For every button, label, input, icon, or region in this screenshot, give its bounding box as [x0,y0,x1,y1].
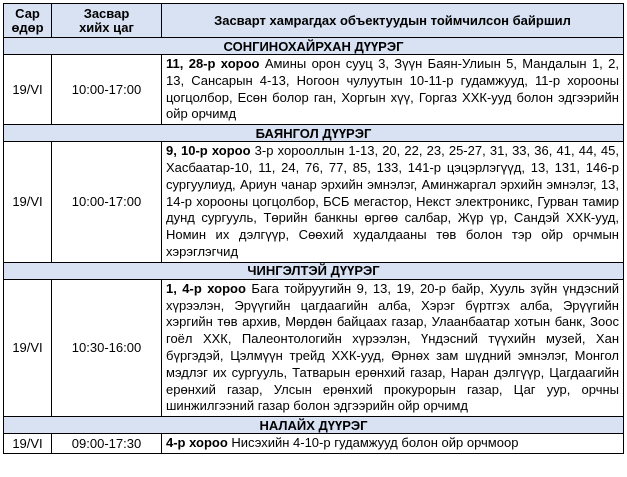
time-cell: 09:00-17:30 [52,434,162,454]
district-name: НАЛАЙХ ДҮҮРЭГ [4,417,624,434]
khoroo-label: 9, 10-р хороо [166,143,251,159]
table-header-row [4,4,624,38]
date-cell: 19/VI [4,55,52,125]
district-name: БАЯНГОЛ ДҮҮРЭГ [4,125,624,142]
outage-schedule-table [3,3,624,454]
district-row [4,417,624,434]
date-cell: 19/VI [4,142,52,263]
district-row [4,38,624,55]
location-cell [162,142,624,263]
header-time [52,4,162,38]
header-date-label: Сар өдөр [11,5,44,35]
location-text: 3-р хорооллын 1-13, 20, 22, 23, 25-27, 31, 33, 36, 41, 44, 45, Хасбаатар-10, 11, 24, 76, 77, 85, 133, 141-р цэцэрлэгүүд, 13, 131, 146-р сургуулиуд, Ариун чанар эрхийн эмнэлэг, Аминжаргал эрхийн эмнэлэг, 13, 14-р хорооны цогцолбор, БСБ мегастор, Некст электроникс, Гурван тамир дунд сургууль, Төрийн банкны өргөө салбар, Жүр үр, Сандэй ХХК-ууд, Номин их дэлгүүр, Сөөхий худалдааны төв болон тэр ойр орчмын хэрэглэгчид [166,143,619,259]
header-location: Засварт хамрагдах объектуудын тоймчилсон байршил [162,4,624,38]
location-text: Бага тойруугийн 9, 13, 19, 20-р байр, Хууль зүйн үндэсний хүрээлэн, Эрүүгийн цагдаагийн алба, Хэрэг бүртгэх алба, Эрүүгийн хэргийн төв архив, Мөрдөн байцаах газар, Улаанбаатар хотын банк, Зоос гоёл ХХК, Палеонтологийн хүрээлэн, Үндэсний түүхийн музей, Хан бүргэдэй, Цэлмүүн трейд ХХК-ууд, Өрнөх зам шүдний эмнэлэг, Монгол мэдлэг их сургууль, Татварын ерөнхий газар, Наран дэлгүүр, Цагдаагийн ерөнхий газар, Улсын ерөнхий прокурорын газар, Цаг уур, орчны шинжилгээний газар болон эдгээрийн ойр орчимд [166,280,619,414]
location-cell [162,55,624,125]
district-row [4,262,624,279]
khoroo-label: 11, 28-р хороо [166,56,260,71]
table-row [4,55,624,125]
district-row [4,125,624,142]
time-cell: 10:30-16:00 [52,279,162,416]
location-cell [162,279,624,416]
khoroo-label: 1, 4-р хороо [166,280,246,296]
table-row [4,279,624,416]
location-text: Амины орон сууц 3, Зүүн Баян-Улиын 5, Мандалын 1, 2, 13, Сансарын 4-13, Ногоон чулуутын 10-11-р гудамжууд, 11-р хорооны цогцолбор, Есөн болор ган, Хоргын хүү, Горгаз ХХК-ууд болон эдгээрийн ойр орчимд [166,56,619,122]
khoroo-label: 4-р хороо [166,435,228,451]
header-time-label: Засвар хийх цаг [79,5,134,35]
header-date [4,4,52,38]
table-row [4,142,624,263]
time-cell: 10:00-17:00 [52,55,162,125]
district-name: ЧИНГЭЛТЭЙ ДҮҮРЭГ [4,262,624,279]
location-text: Нисэхийн 4-10-р гудамжууд болон ойр орчмоор [227,435,519,451]
location-cell [162,434,624,454]
date-cell: 19/VI [4,279,52,416]
table-row [4,434,624,454]
time-cell: 10:00-17:00 [52,142,162,263]
district-name: СОНГИНОХАЙРХАН ДҮҮРЭГ [4,38,624,55]
date-cell: 19/VI [4,434,52,454]
